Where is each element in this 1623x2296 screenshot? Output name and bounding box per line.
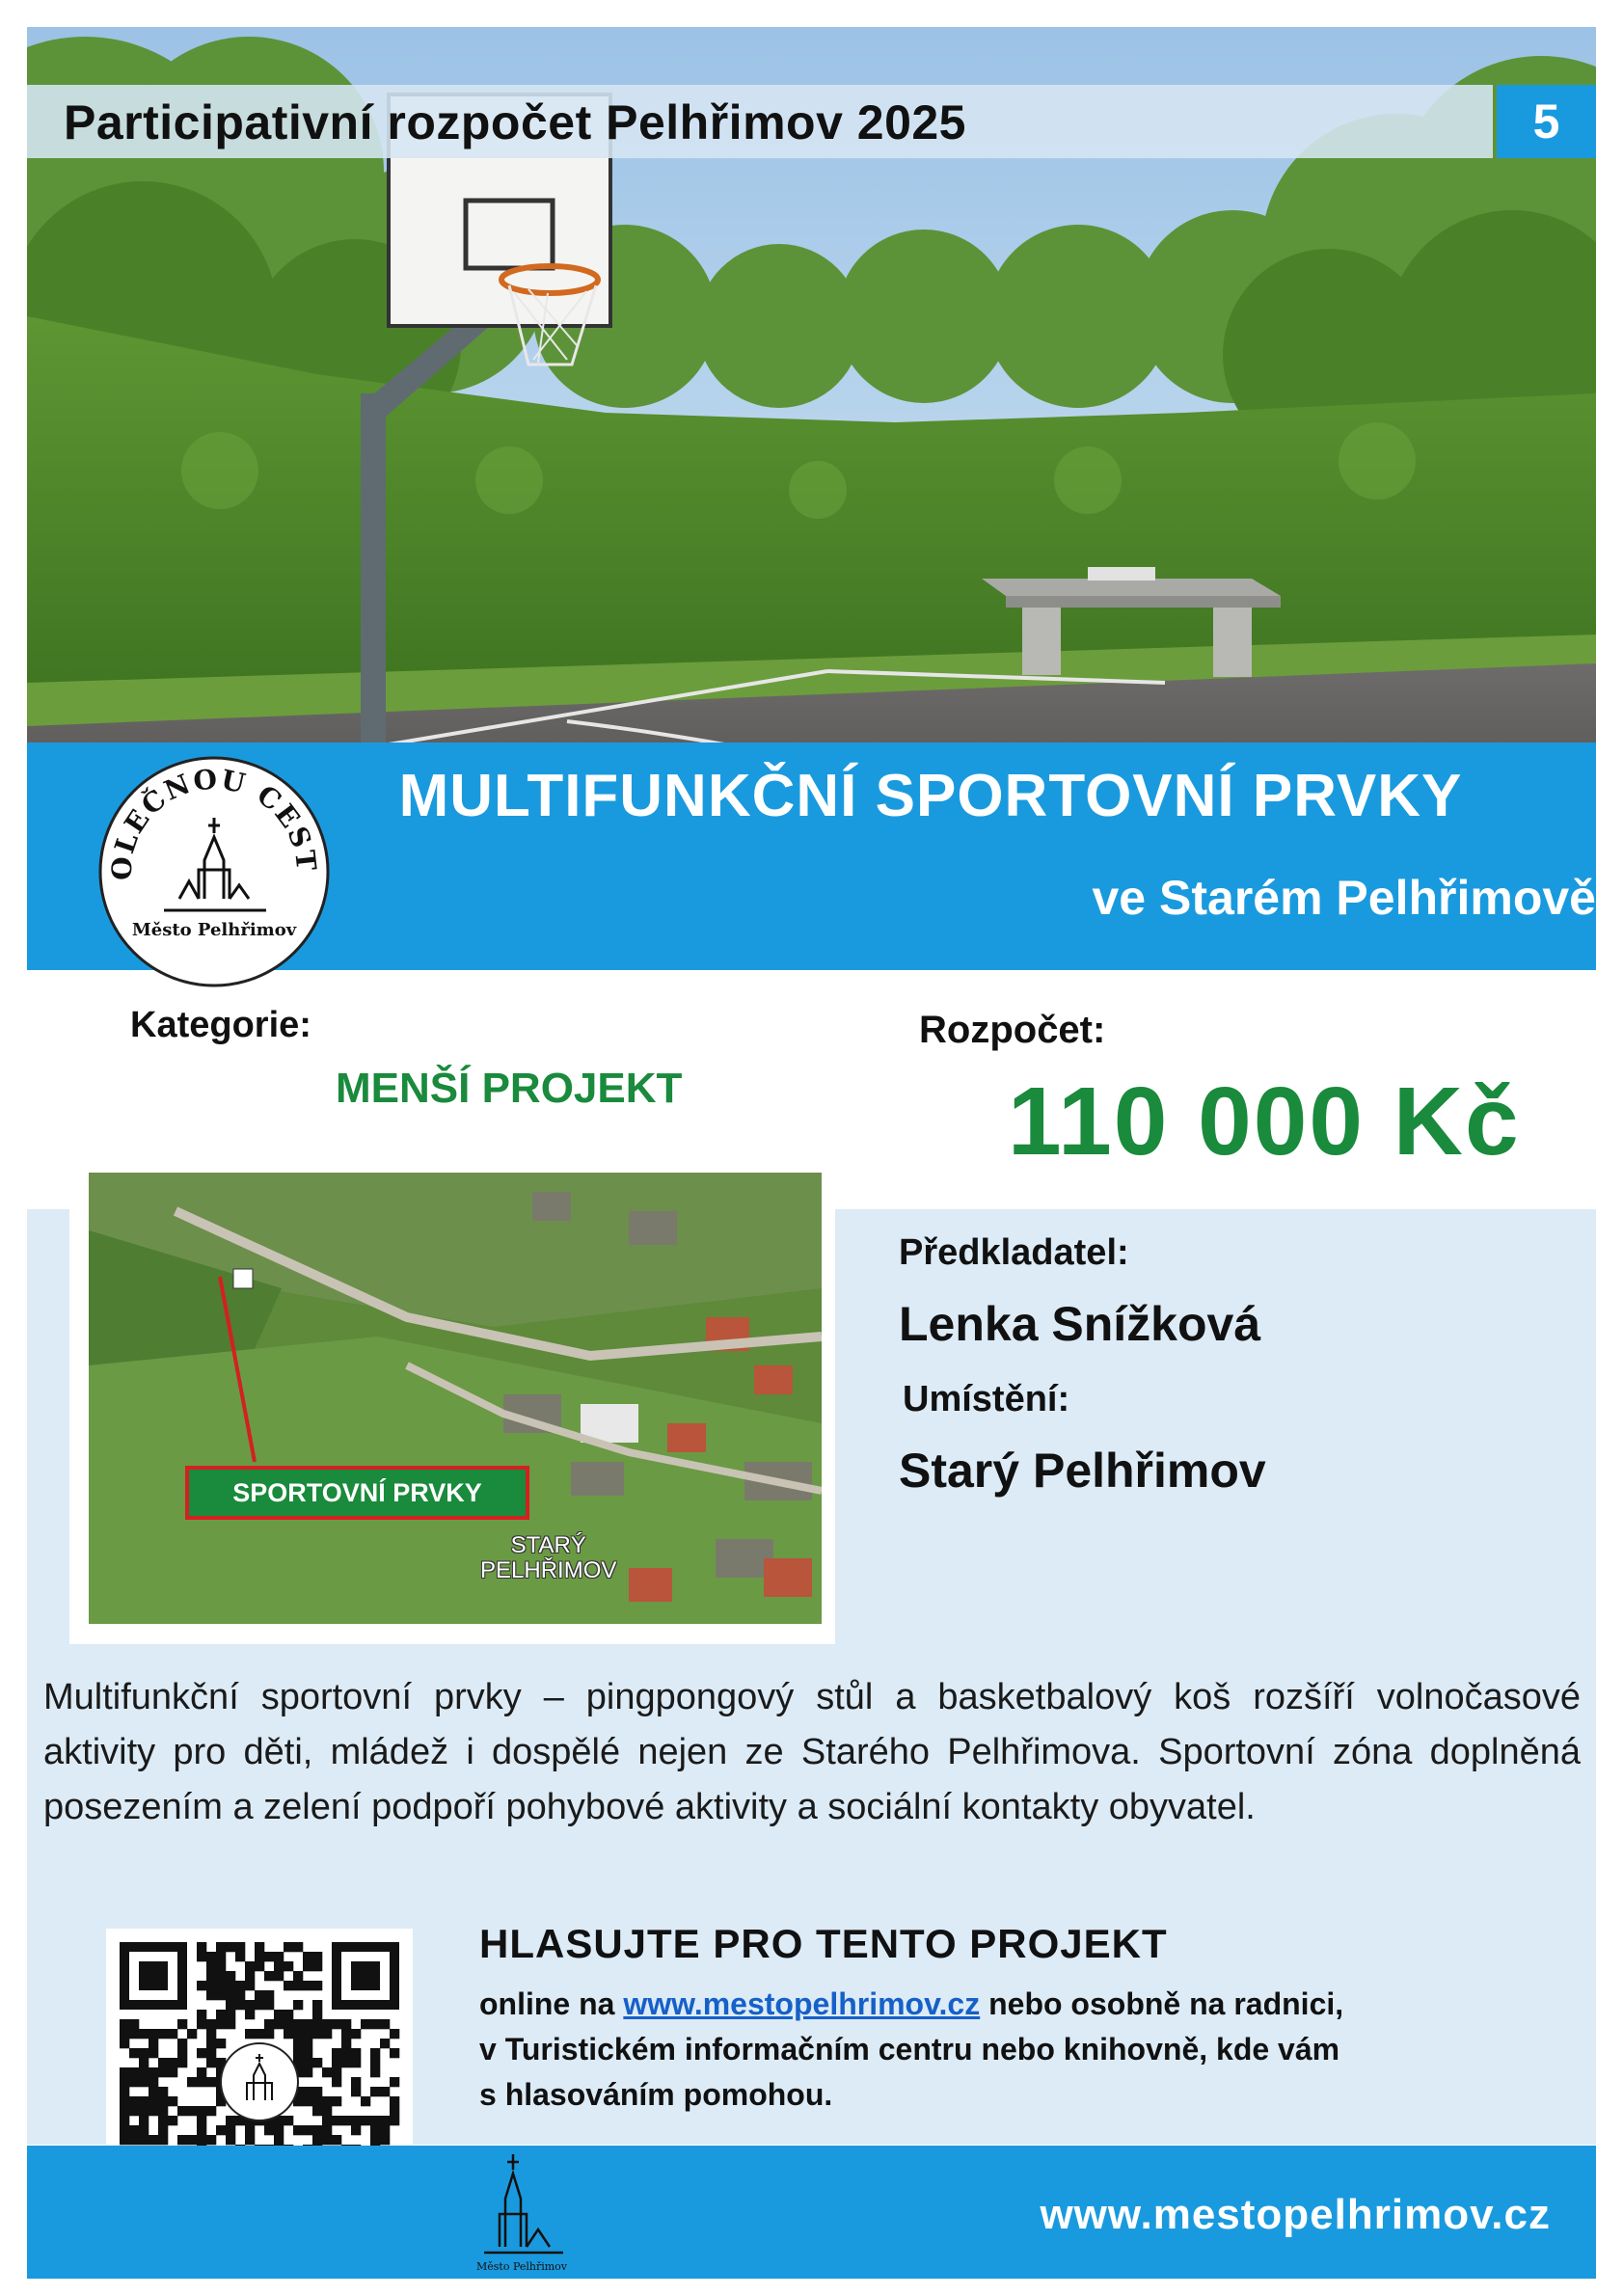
vote-line-3: s hlasováním pomohou.: [479, 2077, 833, 2112]
budget-label: Rozpočet:: [919, 1009, 1106, 1051]
map-place-label: [480, 1533, 616, 1583]
vote-text-after-link: nebo osobně na radnici,: [980, 1986, 1344, 2021]
project-description: Multifunkční sportovní prvky – pingpongový stůl a basketbalový koš rozšíří volnočasové aktivity pro děti, mládež i dospělé nejen ze Starého Pelhřimova. Sportovní zóna doplněná posezením a zelení podpoří pohybové aktivity a sociální kontakty obyvatel.: [43, 1677, 1581, 1827]
logo-ring-text: OLEČNOU CEST: [105, 763, 323, 881]
location-label: Umístění:: [903, 1379, 1070, 1419]
aerial-map: [89, 1173, 822, 1624]
category-label: Kategorie:: [130, 1005, 311, 1045]
footer-logo: [471, 2150, 573, 2276]
submitter-label: Předkladatel:: [899, 1232, 1129, 1273]
footer-logo-caption: Město Pelhřimov: [475, 2260, 568, 2273]
category-value: MENŠÍ PROJEKT: [336, 1065, 683, 1112]
project-number-badge: 5: [1497, 85, 1596, 158]
logo-caption: Město Pelhřimov: [131, 920, 297, 940]
map-place-line1: STARÝ: [510, 1532, 586, 1558]
vote-text-before-link: online na: [479, 1986, 624, 2021]
submitter-value: Lenka Snížková: [899, 1297, 1261, 1351]
vote-heading: HLASUJTE PRO TENTO PROJEKT: [479, 1921, 1168, 1966]
map-marker-label: SPORTOVNÍ PRVKY: [185, 1466, 529, 1520]
vote-instructions: [479, 1982, 1540, 2118]
footer-url[interactable]: www.mestopelhrimov.cz: [1040, 2191, 1551, 2238]
page-title: Participativní rozpočet Pelhřimov 2025: [64, 95, 966, 149]
map-place-line2: PELHŘIMOV: [480, 1557, 617, 1583]
city-logo: [96, 754, 332, 989]
project-subtitle: ve Starém Pelhřimově: [1092, 871, 1596, 925]
location-value: Starý Pelhřimov: [899, 1444, 1266, 1498]
vote-link[interactable]: www.mestopelhrimov.cz: [623, 1986, 981, 2021]
vote-line-2: v Turistickém informačním centru nebo knihovně, kde vám: [479, 2032, 1340, 2066]
church-icon: [484, 2154, 563, 2253]
budget-value: 110 000 Kč: [1008, 1067, 1521, 1175]
project-title: MULTIFUNKČNÍ SPORTOVNÍ PRVKY: [398, 763, 1463, 829]
